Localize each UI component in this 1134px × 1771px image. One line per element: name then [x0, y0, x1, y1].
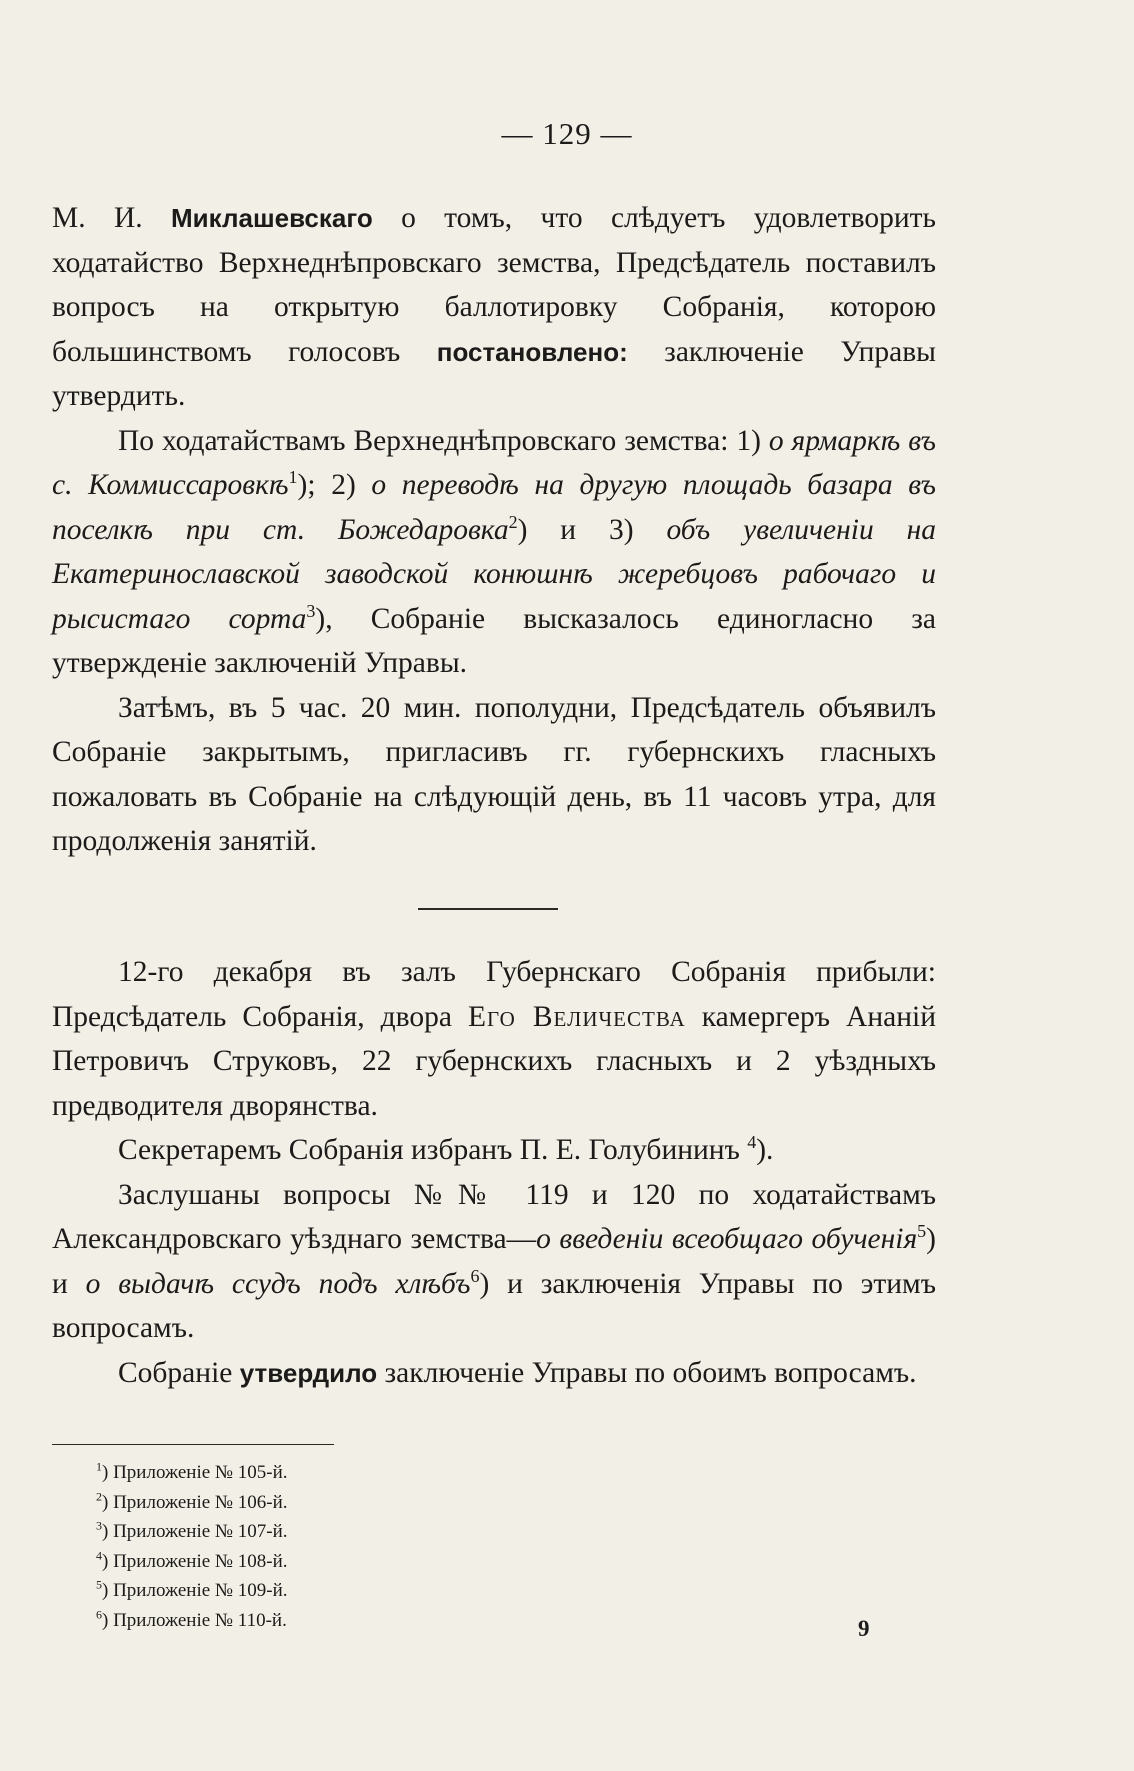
- p2-italic-stud: объ увеличеніи на Екатеринославской заводской конюшнѣ жеребцовъ рабочаго и рысистаго сорта: [52, 513, 936, 635]
- signature-mark: 9: [858, 1616, 870, 1641]
- p6-italic-loans: о выдачѣ ссудъ подъ хлѣбъ: [85, 1267, 471, 1300]
- p6-text-e: ) и заключенія Управы по этимъ вопросамъ.: [52, 1267, 936, 1344]
- p2-italic-bazaar: о переводѣ на другую площадь базара въ поселкѣ при ст. Божедаровка: [52, 469, 936, 546]
- p1-text-a: М. И.: [52, 202, 171, 234]
- footnote-rule: [52, 1444, 334, 1445]
- p7-approved: утвердило: [239, 1357, 378, 1388]
- footnote-mark: 3: [96, 1518, 102, 1533]
- footnotes: [96, 1458, 288, 1635]
- paragraph-1: [52, 196, 936, 419]
- paragraph-3: Затѣмъ, въ 5 час. 20 мин. пополудни, Предсѣдатель объявилъ Собраніе закрытымъ, пригласивъ гг. губернскихъ гласныхъ пожаловать въ Собраніе на слѣдующій день, въ 11 часовъ утра, для продолженія занятій.: [52, 691, 936, 857]
- footnote-mark: 5: [96, 1577, 102, 1592]
- text-block-bottom: [52, 950, 936, 1395]
- footnote-6: [96, 1606, 288, 1636]
- footnote-text: ) Приложеніе № 109-й.: [102, 1580, 288, 1601]
- p5-text-b: ).: [756, 1134, 774, 1166]
- footnote-text: ) Приложеніе № 107-й.: [102, 1521, 288, 1542]
- p1-resolved: постановлено:: [436, 336, 628, 367]
- paragraph-4: [52, 950, 936, 1128]
- footnote-ref-3: 3: [306, 600, 316, 621]
- p2-text-a: По ходатайствамъ Верхнеднѣпровскаго земства: 1): [118, 424, 769, 457]
- footnote-text: ) Приложеніе № 105-й.: [102, 1462, 288, 1483]
- p5-text-a: Секретаремъ Собранія избранъ П. Е. Голубининъ: [118, 1134, 748, 1166]
- p2-text-g: ), Собраніе высказалось единогласно за утвержденіе заключеній Управы.: [52, 602, 936, 679]
- p2-text-c: ); 2): [297, 469, 372, 501]
- p6-text-c: ) и: [52, 1223, 936, 1300]
- footnote-ref-1: 1: [288, 467, 298, 488]
- footnote-4: [96, 1547, 288, 1577]
- p1-text-e: заключеніе Управы утвердить.: [52, 335, 936, 412]
- p2-text-e: ) и 3): [517, 513, 667, 546]
- footnote-mark: 6: [96, 1607, 102, 1622]
- text-block-top: [52, 196, 936, 864]
- p4-text-a: 12-го декабря въ залъ Губернскаго Собранія прибыли: Предсѣдатель Собранія, двора: [52, 956, 936, 1033]
- footnote-3: [96, 1517, 288, 1547]
- footnote-ref-5: 5: [917, 1221, 927, 1242]
- footnote-text: ) Приложеніе № 106-й.: [102, 1491, 288, 1513]
- paragraph-5: [52, 1128, 936, 1173]
- footnote-mark: 4: [96, 1548, 102, 1563]
- footnote-ref-4: 4: [747, 1132, 757, 1153]
- paragraph-6: [52, 1173, 936, 1351]
- p7-text-c: заключеніе Управы по обоимъ вопросамъ.: [377, 1356, 917, 1389]
- footnote-mark: 1: [96, 1459, 102, 1474]
- footnote-5: [96, 1576, 288, 1606]
- p4-text-c: камергеръ Ананій Петровичъ Струковъ, 22 губернскихъ гласныхъ и 2 уѣздныхъ предводителя дворянства.: [52, 1000, 936, 1122]
- footnote-ref-2: 2: [508, 511, 518, 532]
- p6-text-a: Заслушаны вопросы №№ 119 и 120 по ходатайствамъ Александровскаго уѣзднаго земства—: [52, 1178, 936, 1255]
- p4-majesty: Его Величества: [468, 1000, 686, 1033]
- page-number: — 129 —: [501, 116, 633, 151]
- paragraph-7: [52, 1351, 936, 1396]
- paragraph-2: [52, 419, 936, 686]
- section-divider: [418, 908, 558, 910]
- p1-text-c: о томъ, что слѣдуетъ удовлетворить ходатайство Верхнеднѣпровскаго земства, Предсѣдатель поставилъ вопросъ на открытую баллотировку Собранія, которою большинствомъ голосовъ: [52, 202, 936, 368]
- footnote-ref-6: 6: [470, 1265, 480, 1286]
- footnote-mark: 2: [96, 1489, 102, 1504]
- footnote-2: [96, 1488, 288, 1518]
- p2-italic-fair: о ярмаркѣ въ с. Коммиссаровкѣ: [52, 424, 936, 501]
- footnote-1: [96, 1458, 288, 1488]
- p6-italic-education: о введеніи всеобщаго обученія: [536, 1223, 918, 1255]
- p7-text-a: Собраніе: [118, 1356, 240, 1389]
- footnote-text: ) Приложеніе № 108-й.: [102, 1550, 288, 1572]
- footnote-text: ) Приложеніе № 110-й.: [102, 1609, 287, 1631]
- p1-name-miklashevsky: Миклашевскаго: [171, 203, 373, 233]
